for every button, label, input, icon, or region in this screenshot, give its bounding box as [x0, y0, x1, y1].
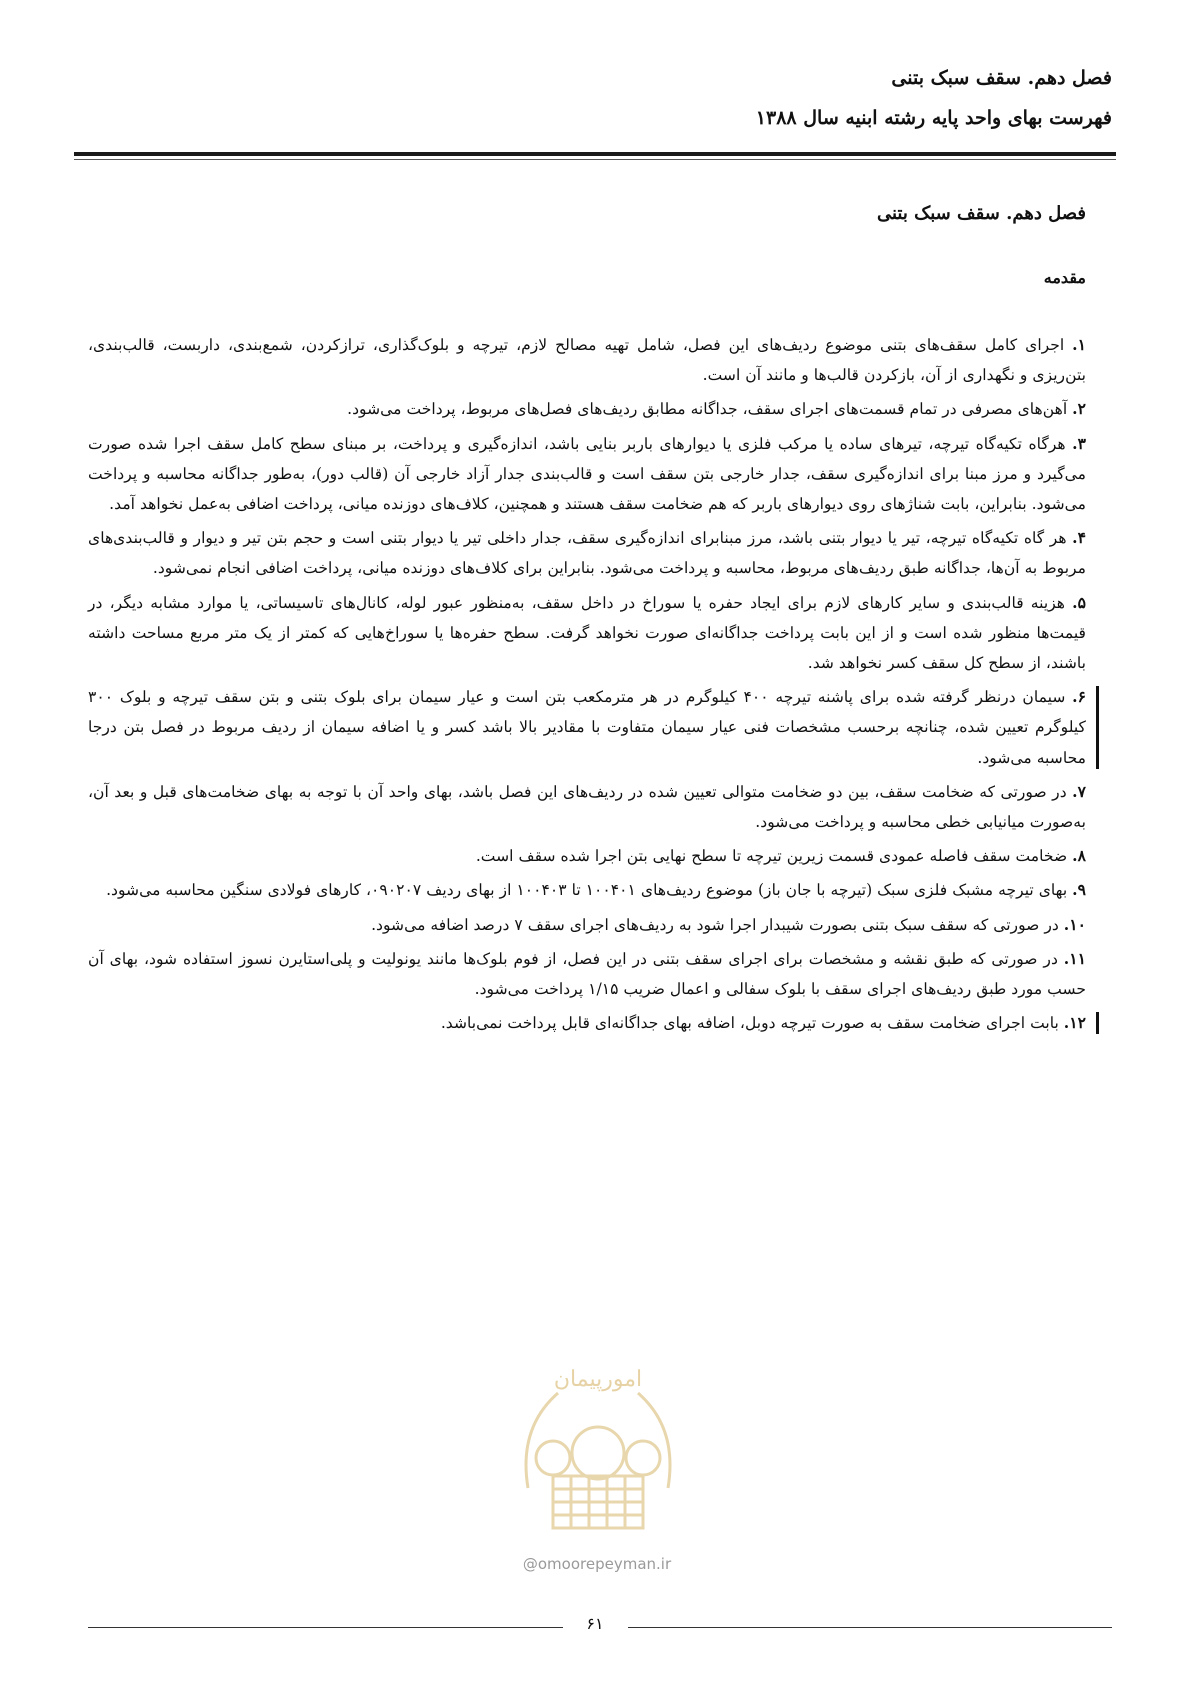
item-text: هرگاه تکیه‌گاه تیرچه، تیرهای ساده یا مرکب فلزی یا دیوارهای باربر بنایی باشد، اندازه‌گیری و پرداخت، بر مبنای سطح کامل سقف اجرا شده صورت می‌گیرد و مرز مبنا برای اندازه‌گیری سقف، جدار خارجی بتن سقف است و قالب‌بندی جدار آزاد خارجی آن (قالب دور)، به‌طور جداگانه محاسبه و پرداخت می‌شود. بنابراین، بابت شناژهای روی دیوارهای باربر که هم ضخامت سقف هستند و همچنین، کلاف‌های دوزنده میانی، پرداخت اضافی به‌عمل نخواهد آمد. [88, 434, 1086, 514]
header-divider [74, 152, 1116, 156]
items-list [88, 330, 1086, 1042]
header-document-title: فهرست بهای واحد پایه رشته ابنیه سال ۱۳۸۸ [755, 107, 1112, 129]
item-text: سیمان درنظر گرفته شده برای پاشنه تیرچه ۴۰۰ کیلوگرم در هر مترمکعب بتن است و عیار سیمان برای بلوک بتنی و بتن سقف تیرچه و بلوک ۳۰۰ کیلوگرم تعیین شده، چنانچه برحسب مشخصات فنی عیار سیمان متفاوت با مقادیر بالا باشد کسر و یا اضافه سیمان از ردیف مربوط در فصل بتن درجا محاسبه می‌شود. [88, 688, 1086, 767]
item-number: ۱۰. [1063, 914, 1086, 934]
item-text: هزینه قالب‌بندی و سایر کارهای لازم برای ایجاد حفره یا سوراخ در داخل سقف، به‌منظور عبور لوله، کانال‌های تاسیساتی، یا موارد مشابه دیگر، در قیمت‌ها منظور شده است و از این بابت پرداخت جداگانه‌ای صورت نخواهد گرفت. سطح حفره‌ها یا سوراخ‌هایی که کمتر از یک متر مربع مساحت داشته باشند، از سطح کل سقف کسر نخواهد شد. [88, 593, 1086, 673]
item-text: در صورتی که ضخامت سقف، بین دو ضخامت متوالی تعیین شده در ردیف‌های این فصل باشد، بهای واحد آن با توجه به بهای ضخامت‌های قبل و بعد آن، به‌صورت میانیابی خطی محاسبه و پرداخت می‌شود. [88, 782, 1086, 832]
watermark-logo [498, 1358, 698, 1548]
item-text: آهن‌های مصرفی در تمام قسمت‌های اجرای سقف، جداگانه مطابق ردیف‌های فصل‌های مربوط، پرداخت می‌شود. [347, 400, 1068, 419]
item-9 [88, 875, 1086, 905]
item-number: ۹. [1072, 880, 1086, 900]
item-number: ۵. [1072, 592, 1086, 612]
item-number: ۱۱. [1063, 948, 1086, 968]
item-text: بهای تیرچه مشبک فلزی سبک (تیرچه با جان باز) موضوع ردیف‌های ۱۰۰۴۰۱ تا ۱۰۰۴۰۳ از بهای ردیف ۰۹۰۲۰۷، کارهای فولادی سنگین محاسبه می‌شود. [106, 881, 1068, 900]
page-number: ۶۱ [586, 1614, 604, 1633]
item-1 [88, 330, 1086, 390]
item-number: ۲. [1072, 399, 1086, 419]
page-header [78, 58, 1112, 138]
section-title: مقدمه [1043, 268, 1086, 287]
item-2 [88, 394, 1086, 424]
item-number: ۴. [1072, 528, 1086, 548]
item-text: بابت اجرای ضخامت سقف به صورت تیرچه دوبل، اضافه بهای جداگانه‌ای قابل پرداخت نمی‌باشد. [440, 1014, 1059, 1033]
item-10 [88, 910, 1086, 940]
item-5 [88, 588, 1086, 679]
item-11 [88, 944, 1086, 1004]
item-6 [88, 682, 1086, 773]
item-number: ۶. [1072, 687, 1086, 707]
item-number: ۱۲. [1063, 1013, 1086, 1033]
item-text: در صورتی که طبق نقشه و مشخصات برای اجرای سقف بتنی در این فصل، از فوم بلوک‌ها مانند یونولیت و پلی‌استایرن نسوز استفاده شود، بهای آن حسب مورد طبق ردیف‌های اجرای سقف با بلوک سفالی و اعمال ضریب ۱/۱۵ پرداخت می‌شود. [88, 949, 1086, 999]
item-number: ۸. [1072, 846, 1086, 866]
item-text: هر گاه تکیه‌گاه تیرچه، تیر یا دیوار بتنی باشد، مرز مبنابرای اندازه‌گیری سقف، جدار داخلی تیر یا دیوار بتنی است و حجم بتن تیر و دیوار و قالب‌بندی‌های مربوط به آن‌ها، جداگانه طبق ردیف‌های مربوط، محاسبه و پرداخت می‌شود. بنابراین برای کلاف‌های دوزنده میانی، پرداخت اضافی انجام نمی‌شود. [88, 529, 1086, 578]
watermark-logo-text: امورپیمان [553, 1367, 643, 1392]
item-number: ۱. [1072, 335, 1086, 354]
item-3 [88, 429, 1086, 520]
item-text: ضخامت سقف فاصله عمودی قسمت زیرین تیرچه تا سطح نهایی بتن اجرا شده سقف است. [475, 847, 1068, 866]
watermark-site: @omoorepeyman.ir [522, 1555, 672, 1573]
header-divider-thin [74, 159, 1116, 160]
item-12 [88, 1008, 1086, 1038]
item-number: ۳. [1072, 433, 1086, 453]
header-chapter-title: فصل دهم. سقف سبک بتنی [891, 67, 1112, 89]
item-text: در صورتی که سقف سبک بتنی بصورت شیبدار اجرا شود به ردیف‌های اجرای سقف ۷ درصد اضافه می‌شود. [371, 915, 1059, 934]
chapter-title: فصل دهم. سقف سبک بتنی [877, 203, 1086, 224]
item-number: ۷. [1072, 781, 1086, 801]
item-4 [88, 523, 1086, 583]
watermark-emblem-icon [498, 1358, 698, 1548]
item-7 [88, 777, 1086, 837]
item-8 [88, 841, 1086, 871]
footer-rule-left [88, 1627, 563, 1628]
footer-rule-right [628, 1627, 1112, 1628]
item-text: اجرای کامل سقف‌های بتنی موضوع ردیف‌های این فصل، شامل تهیه مصالح لازم، تیرچه و بلوک‌گذاری، ترازکردن، شمع‌بندی، داربست، قالب‌بندی، بتن‌ریزی و نگهداری از آن، بازکردن قالب‌ها و مانند آن است. [88, 336, 1086, 385]
